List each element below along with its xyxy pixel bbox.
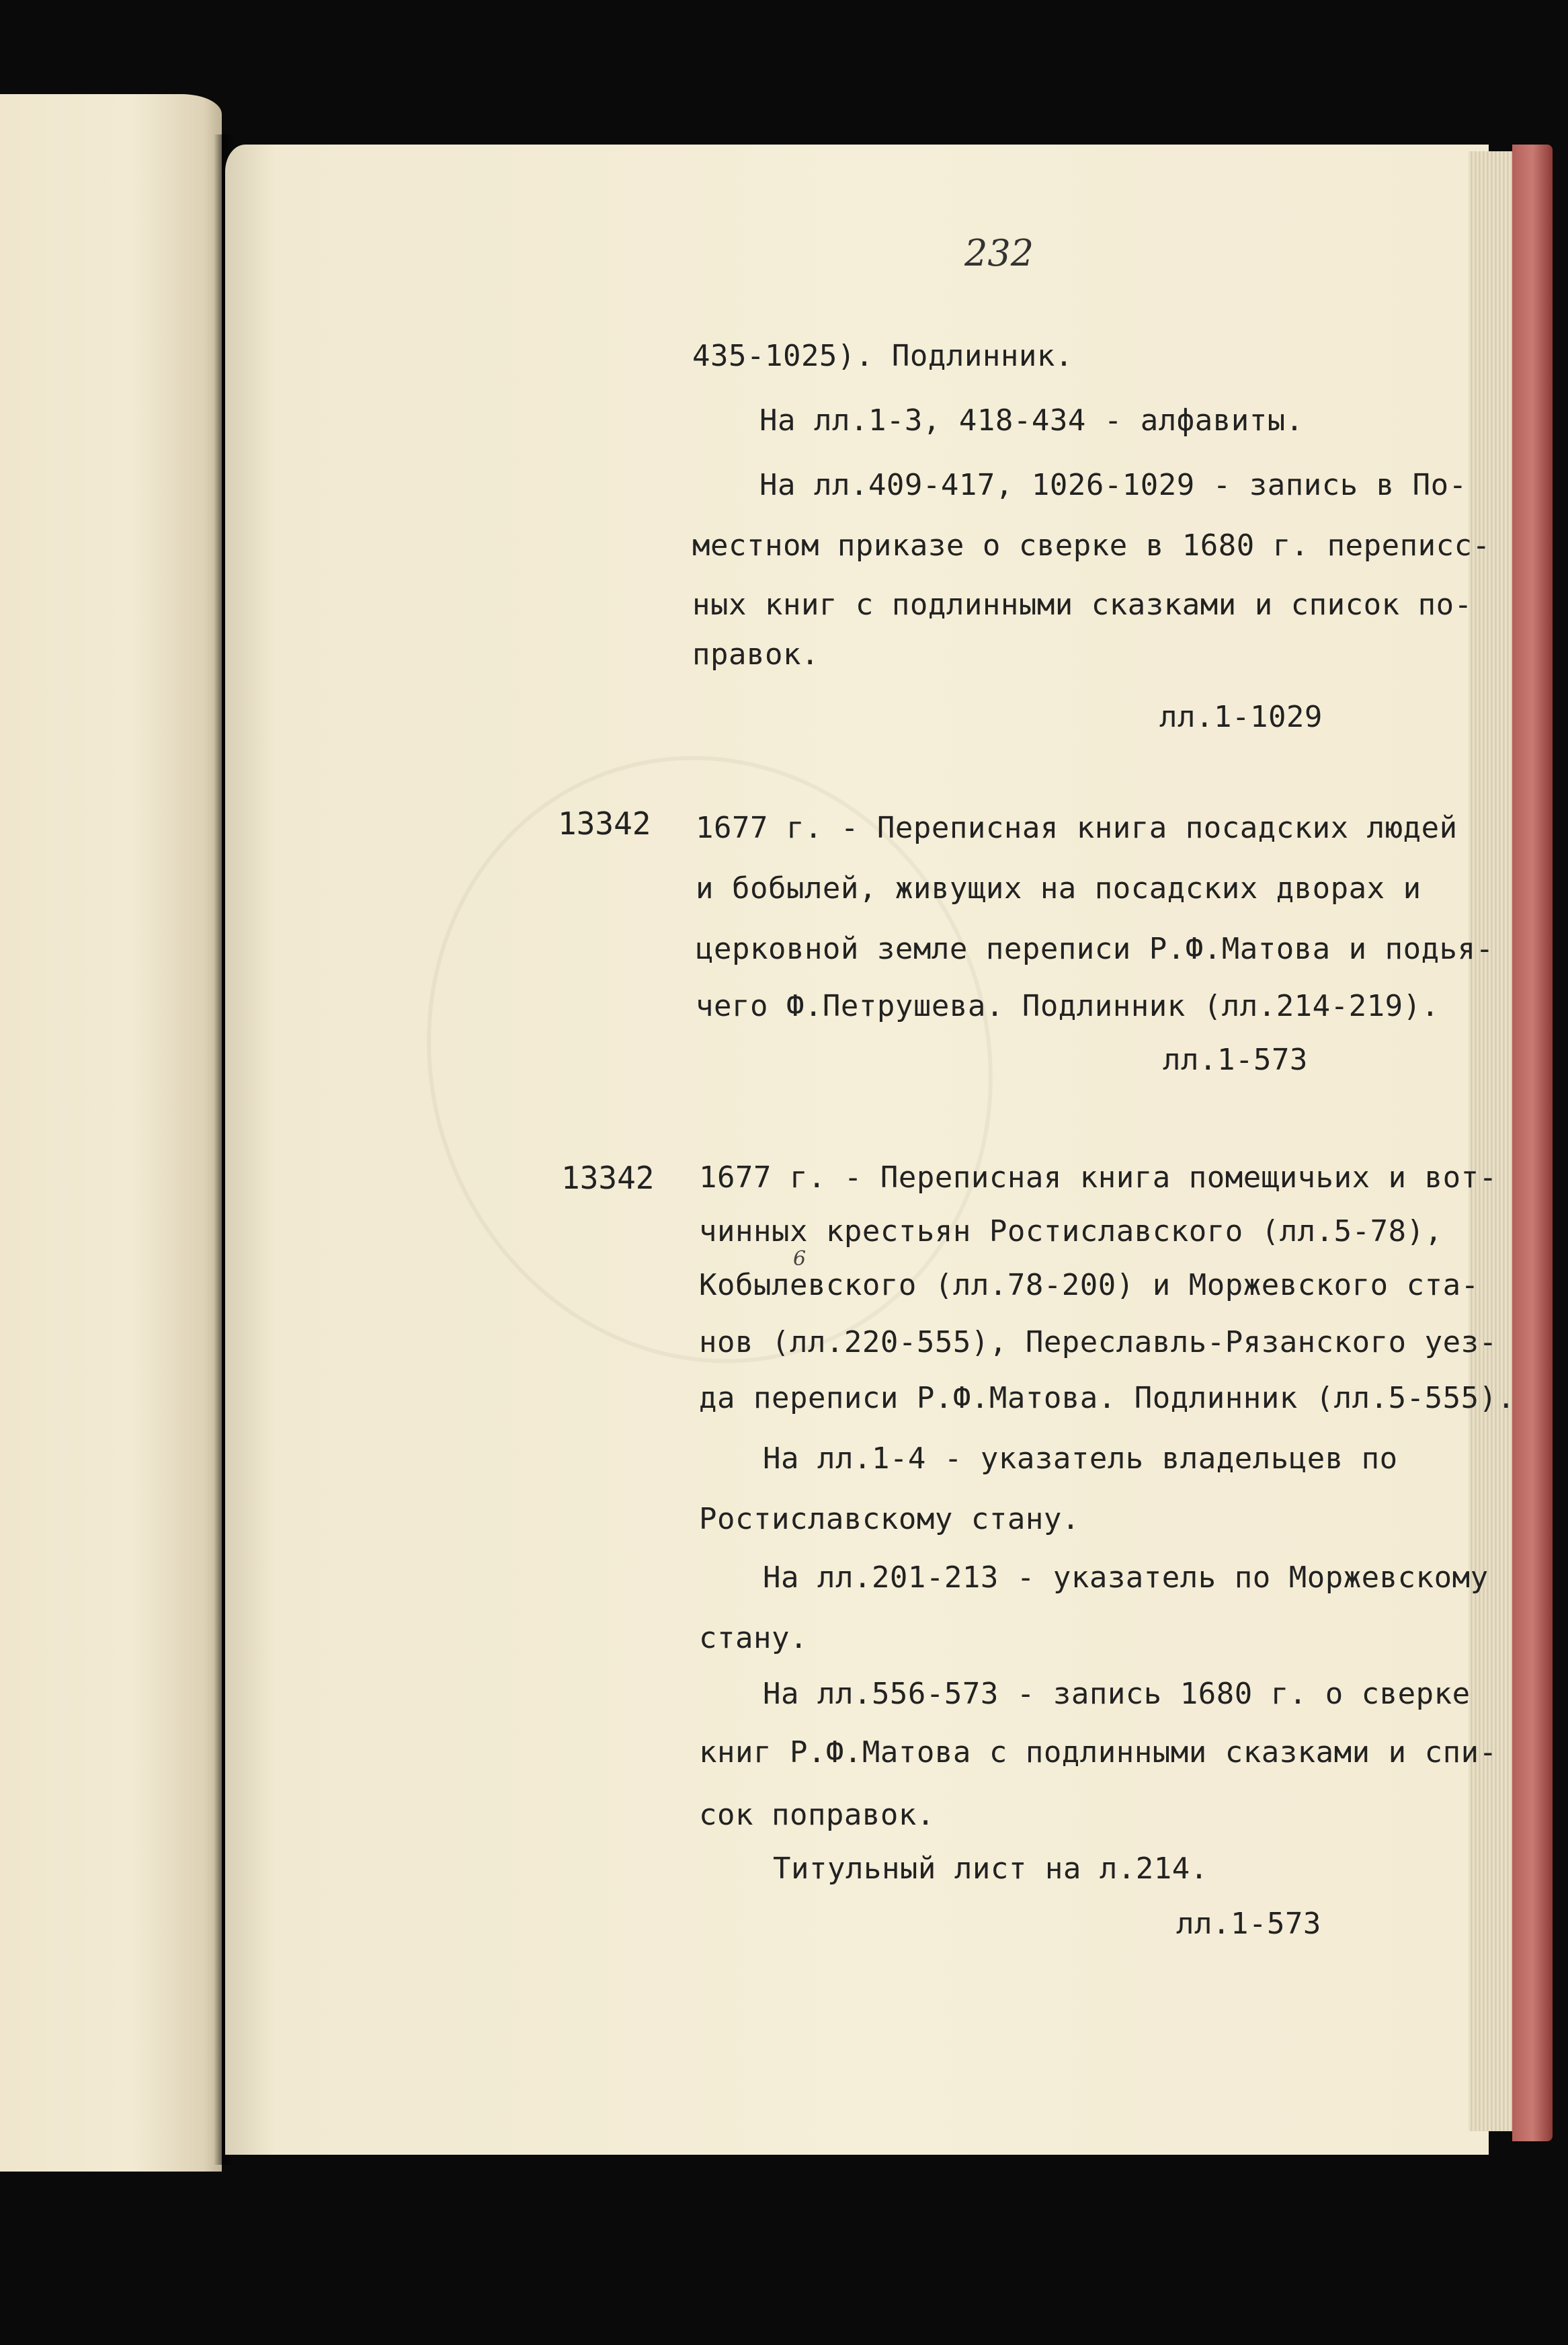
entry-number: 13342 (561, 1160, 655, 1196)
text-line: 1677 г. - Переписная книга помещичьих и вот- (699, 1160, 1497, 1195)
book-cover-edge (1512, 145, 1553, 2141)
text-line: На лл.1-4 - указатель владельцев по (763, 1441, 1398, 1476)
text-line: 1677 г. - Переписная книга посадских людей (696, 811, 1458, 845)
text-line: сок поправок. (699, 1798, 935, 1832)
text-line: книг Р.Ф.Матова с подлинными сказками и спи- (699, 1735, 1497, 1770)
text-line: нов (лл.220-555), Переславль-Рязанского уез- (699, 1325, 1497, 1359)
text-line: местном приказе о сверке в 1680 г. переписс- (692, 528, 1491, 563)
text-line: и бобылей, живущих на посадских дворах и (696, 871, 1421, 906)
left-page (0, 94, 222, 2172)
text-line: Кобылевского (лл.78-200) и Моржевского ста- (699, 1268, 1479, 1302)
text-line: Титульный лист на л.214. (773, 1852, 1208, 1886)
sheet-range: лл.1-1029 (1159, 700, 1323, 734)
handwritten-correction: 6 (793, 1247, 807, 1271)
text-line: На лл.409-417, 1026-1029 - запись в По- (759, 468, 1467, 502)
text-line: 435-1025). Подлинник. (692, 339, 1073, 373)
sheet-range: лл.1-573 (1176, 1907, 1321, 1941)
text-line: Ростиславскому стану. (699, 1502, 1080, 1536)
text-line: стану. (699, 1621, 808, 1655)
text-line: ных книг с подлинными сказками и список по- (692, 588, 1473, 622)
text-line: На лл.201-213 - указатель по Моржевскому (763, 1560, 1489, 1595)
text-line: На лл.556-573 - запись 1680 г. о сверке (763, 1677, 1471, 1711)
text-line: да переписи Р.Ф.Матова. Подлинник (лл.5-555). (699, 1381, 1516, 1415)
entry-number: 13342 (558, 805, 651, 842)
text-line: На лл.1-3, 418-434 - алфавиты. (759, 403, 1304, 438)
text-line: церковной земле переписи Р.Ф.Матова и подья- (696, 932, 1494, 966)
text-line: правок. (692, 637, 819, 672)
sheet-range: лл.1-573 (1163, 1043, 1308, 1077)
page-number: 232 (964, 232, 1034, 274)
text-line: чинных крестьян Ростиславского (лл.5-78), (699, 1214, 1443, 1248)
text-line: чего Ф.Петрушева. Подлинник (лл.214-219). (696, 989, 1440, 1023)
